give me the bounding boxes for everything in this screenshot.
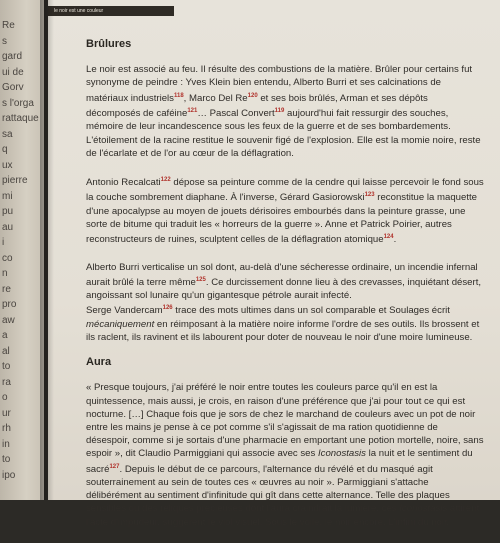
text-run: Serge Vandercam [86,305,163,317]
text-run: attirent l'acte d'impudeur, suggèrent le viol visuel. Sous le voile, le noir encore. L'infini du noir. [86,503,480,528]
left-page-text-fragment: n [2,268,8,279]
paragraph [86,174,484,247]
paragraph [86,63,484,160]
text-run: Alberto Burri verticalise un sol dont, au-delà d'une sécheresse ordinaire, un incendie infernal aurait brûlé la terre même [86,261,478,288]
footnote-ref: 120 [247,92,258,99]
left-page-text-fragment: pro [2,299,17,310]
left-page-text-fragment: in [2,438,10,450]
paragraph [86,261,484,303]
left-page-text-fragment: a [2,330,8,341]
text-run: . [393,234,397,246]
footnote-ref: 121 [187,108,198,114]
left-page-text-fragment: ipo [2,469,16,481]
footnote-ref: 123 [364,192,375,199]
footnote-ref: 124 [383,234,394,241]
running-head: le noir est une couleur [48,6,174,16]
left-page-text-fragment: q [2,144,8,155]
left-page-text-fragment: s [2,35,7,47]
text-run: . Ce durcissement donne lieu à des crevasses, inquiétant désert, angoissant sol lunaire qu'un gigantesque pétrole aurait infecté. [86,276,482,302]
left-page-text-fragment: pu [2,206,14,217]
left-page-text-fragment: i [2,237,5,248]
text-run: dépose sa peinture comme de la cendre qui laisse percevoir le fond sous la couche sombrement diaphane. À l'inverse, Gérard Gasiorowski [86,177,484,204]
left-page-text-fragment: o [2,392,8,403]
page-content [86,38,484,543]
left-page-text-fragment: al [2,345,10,357]
text-run: Antonio Recalcati [86,177,161,189]
paragraph [86,302,484,344]
left-page-text-fragment: Re [2,20,15,31]
section-title-brulures: Brûlures [86,38,132,50]
left-page-text-fragment: rh [2,423,11,434]
text-run: … Pascal Convert [197,108,275,120]
footnote-ref: 119 [274,108,285,114]
footnote-ref: 118 [173,92,184,99]
paragraph [86,381,484,528]
italic-text: mécaniquement [86,318,155,330]
text-run: Le noir est associé au feu. Il résulte des combustions de la matière. Brûler pour certains fut synonyme de peindre : Yves Klein bien entendu, Alberto Burri et ses calcinations de matériaux industriels [86,64,473,104]
left-page-text-fragment: ux [2,159,13,171]
text-run: , Marco Del Re [183,92,248,104]
book-gutter-shadow [40,0,54,500]
right-page [48,0,500,528]
left-page-text-fragment: to [2,454,11,465]
footnote-ref: 125 [195,276,206,283]
text-run: et ses bois brûlés, Arman et ses dépôts décomposés de caféine [86,92,428,120]
italic-text: Iconostasis [317,448,366,460]
text-run: en réimposant à la matière noire informe l'ordre de ses outils. Ils brossent et ils raclent, ils ravinent et ils labourent pour doter de nouveau le noir d'une moire lumineuse. [86,318,480,343]
footnote-ref: 126 [162,305,173,312]
footnote-ref: 127 [109,463,120,470]
text-run: « Presque toujours, j'ai préféré le noir entre toutes les couleurs parce qu'il en est la quintessence, mais aussi, je crois, en raison d'une préférence que j'ai pour tout ce qui est nocturne. […] Chaque fois que je sors de chez le marchand de couleurs avec un pot de noir entre les mains je pense à ce pot comme s'il s'agissait de ma ration quotidienne de désespoir, comme si je sortais d'une pharmacie en emportant une potion mortelle, noire, sans espoir », dit Claudio Parmiggiani qui associe avec ses [86,382,484,460]
left-page-text-fragment: s l'orga [2,97,34,109]
left-page-text-fragment: ur [2,407,11,419]
left-page-text-fragment: sa [2,128,13,140]
left-page-text-fragment: gard [2,51,23,62]
left-page-text-fragment: aw [2,314,15,326]
text-run: . Depuis le début de ce parcours, l'alternance du révélé et du masqué agit souterrainement au sein de toutes ces « œuvres au noir ». Parmiggiani s'attache délibérément au sentiment d'infinitude qui gît dans cette alternance. Telle des plaques sensibles ou des reliques précieuses dont l'aura craindrait la lumière, ces [86,463,450,515]
text-run: aujourd'hui fait ressurgir des souches, mémoire de leur incandescence sous les feux de la guerre et de ses bombardements. L'étoilement de la racine restitue le souvenir figé de l'explosion. Elle est la momie noire, reste de l'écarlate et de l'or au cœur de la déflagration. [86,108,481,159]
left-page-text-fragment: re [2,283,11,295]
left-page [0,0,44,500]
left-page-text-fragment: co [2,252,13,264]
left-page-text-fragment: rattaque [2,113,39,124]
left-page-text-fragment: to [2,361,11,372]
left-page-text-fragment: mi [2,190,13,202]
left-page-text-fragment: ra [2,376,11,388]
section-title-aura: Aura [86,356,112,369]
italic-text: Iconostasis [399,503,448,515]
text-run: trace des mots ultimes dans un sol comparable et Soulages écrit [172,305,450,317]
text-run: reconstitue la maquette d'une apocalypse au moyen de jouets dérisoires embourbés dans la peinture grasse, une sorte de bitume qui traduit les « horreurs de la guerre ». Anne et Patrick Poirier, autres reconstructeurs de ruines, sculptent celles de la déflagration atomique [86,192,478,246]
left-page-text-fragment: pierre [2,175,28,186]
footnote-ref: 122 [160,177,171,183]
text-run: la nuit et le sentiment du sacré [86,448,473,475]
left-page-text-fragment: Gorv [2,82,24,93]
left-page-text-fragment: au [2,221,14,233]
left-page-text-fragment: ui de [2,66,24,78]
